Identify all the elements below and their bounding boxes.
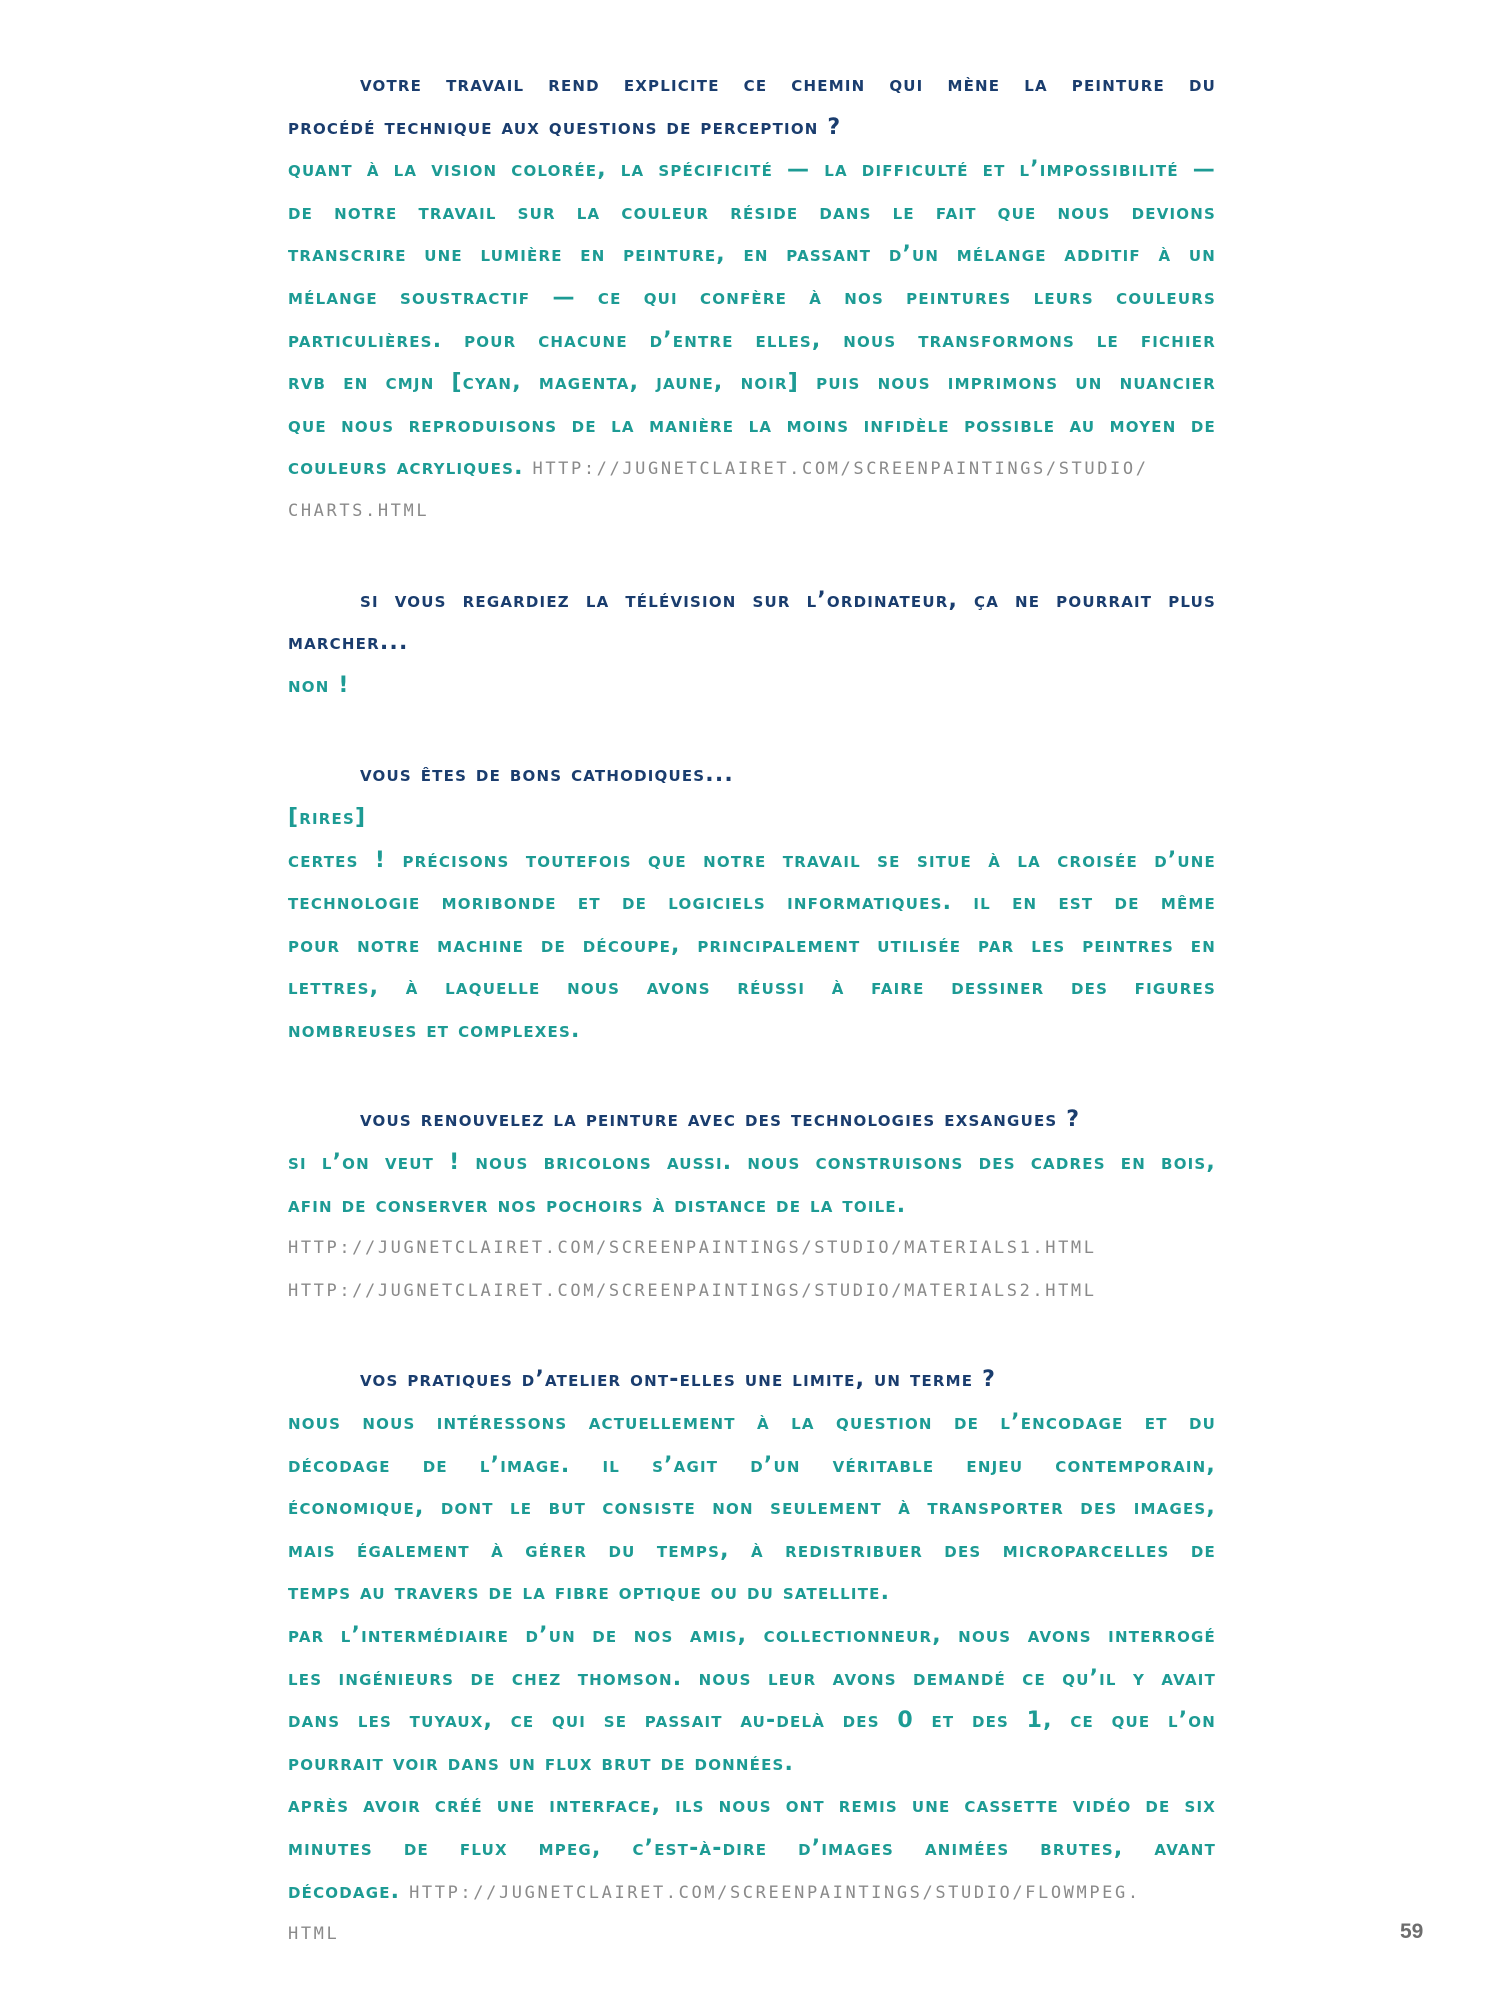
answer-line: que nous reproduisons de la manière la moins infidèle possible au moyen de: [288, 412, 1216, 438]
qa-section: [288, 1099, 1216, 1312]
question-line: si vous regardiez la télévision sur l’ordinateur, ça ne pourrait plus: [360, 587, 1216, 613]
url-link[interactable]: HTTP://JUGNETCLAIRET.COM/SCREENPAINTINGS/STUDIO/FLOWMPEG.: [409, 1882, 1141, 1903]
url-link[interactable]: CHARTS.HTML: [288, 500, 430, 521]
question-line: vous êtes de bons cathodiques...: [360, 762, 734, 788]
answer-line: économique, dont le but consiste non seulement à transporter des images,: [288, 1495, 1216, 1521]
interview-text: [288, 64, 1216, 1956]
answer-line: les ingénieurs de chez thomson. nous leur avons demandé ce qu’il y avait: [288, 1665, 1216, 1691]
answer-line: pour notre machine de découpe, principalement utilisée par les peintres en: [288, 932, 1216, 958]
answer-line: mais également à gérer du temps, à redistribuer des microparcelles de: [288, 1537, 1216, 1563]
answer-line: [288, 447, 1216, 490]
answer-line: afin de conserver nos pochoirs à distance de la toile.: [288, 1192, 907, 1218]
question-line: votre travail rend explicite ce chemin qui mène la peinture du: [360, 72, 1216, 97]
qa-section: [288, 580, 1216, 708]
answer-line: lettres, à laquelle nous avons réussi à faire dessiner des figures: [288, 975, 1216, 1001]
answer-line: quant à la vision colorée, la spécificité — la difficulté et l’impossibilité —: [288, 157, 1216, 183]
answer-line: temps au travers de la fibre optique ou du satellite.: [288, 1580, 891, 1606]
question-line: marcher...: [288, 630, 409, 656]
answer-line: décodage de l’image. il s’agit d’un véritable enjeu contemporain,: [288, 1452, 1216, 1478]
answer-line: mélange soustractif — ce qui confère à nos peintures leurs couleurs: [288, 284, 1216, 310]
answer-line: dans les tuyaux, ce qui se passait au-delà des 0 et des 1, ce que l’on: [288, 1708, 1216, 1734]
answer-line: si l’on veut ! nous bricolons aussi. nous construisons des cadres en bois,: [288, 1150, 1216, 1176]
answer-text: couleurs acryliques.: [288, 455, 524, 481]
qa-section: [288, 64, 1216, 533]
qa-section: [288, 1359, 1216, 1955]
url-link[interactable]: HTML: [288, 1924, 340, 1945]
url-link[interactable]: HTTP://JUGNETCLAIRET.COM/SCREENPAINTINGS/STUDIO/: [532, 459, 1149, 480]
answer-line: nombreuses et complexes.: [288, 1017, 581, 1043]
answer-line: pourrait voir dans un flux brut de données.: [288, 1750, 795, 1776]
answer-line: certes ! précisons toutefois que notre travail se situe à la croisée d’une: [288, 847, 1216, 873]
answer-line: nous nous intéressons actuellement à la question de l’encodage et du: [288, 1410, 1216, 1436]
question-line: vous renouvelez la peinture avec des technologies exsangues ?: [360, 1107, 1081, 1133]
answer-line: [rires]: [288, 804, 367, 830]
question-line: vos pratiques d’atelier ont-elles une limite, un terme ?: [360, 1367, 997, 1393]
answer-line: par l’intermédiaire d’un de nos amis, collectionneur, nous avons interrogé: [288, 1623, 1216, 1648]
answer-line: particulières. pour chacune d’entre elles, nous transformons le fichier: [288, 327, 1216, 353]
qa-section: [288, 754, 1216, 1052]
answer-line: minutes de flux mpeg, c’est-à-dire d’images animées brutes, avant: [288, 1835, 1216, 1861]
question-line: procédé technique aux questions de perception ?: [288, 114, 842, 140]
answer-line: de notre travail sur la couleur réside dans le fait que nous devions: [288, 199, 1216, 225]
answer-line: technologie moribonde et de logiciels informatiques. il en est de même: [288, 890, 1216, 916]
answer-line: non !: [288, 672, 350, 698]
answer-line: [288, 1871, 1216, 1914]
url-link[interactable]: HTTP://JUGNETCLAIRET.COM/SCREENPAINTINGS/STUDIO/MATERIALS2.HTML: [288, 1280, 1097, 1301]
page-number: 59: [1400, 1920, 1424, 1943]
answer-text: décodage.: [288, 1878, 401, 1904]
answer-line: après avoir créé une interface, ils nous ont remis une cassette vidéo de six: [288, 1793, 1216, 1819]
answer-line: rvb en cmjn [cyan, magenta, jaune, noir] puis nous imprimons un nuancier: [288, 370, 1216, 396]
answer-line: transcrire une lumière en peinture, en passant d’un mélange additif à un: [288, 242, 1216, 268]
url-link[interactable]: HTTP://JUGNETCLAIRET.COM/SCREENPAINTINGS/STUDIO/MATERIALS1.HTML: [288, 1238, 1097, 1259]
